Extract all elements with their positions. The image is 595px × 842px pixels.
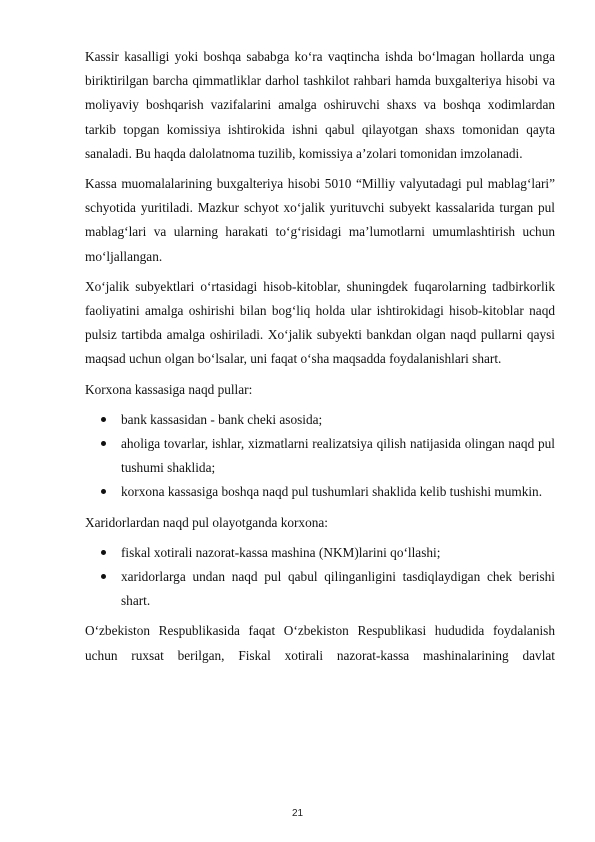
paragraph-cash-receipts-intro: Korxona kassasiga naqd pullar: <box>85 381 253 397</box>
list-item: bank kassasidan - bank cheki asosida; <box>85 408 555 432</box>
bullet-icon <box>101 574 106 579</box>
paragraph-noncash-settlements: Xo‘jalik subyektlari o‘rtasidagi hisob-kitoblar, shuningdek fuqarolarning tadbirkorlik faoliyatini amalga oshirishi bilan bog‘liq holda ular ishtirokidagi hisob-kitoblar naqd pulsiz tartibda amalga oshiriladi. Xo‘jalik subyekti bankdan olgan naqd pullarni qaysi maqsad uchun olgan bo‘lsalar, uni faqat o‘sha maqsadda foydalanishlari shart. <box>85 278 555 367</box>
paragraph-cash-accounting: Kassa muomalalarining buxgalteriya hisobi 5010 “Milliy valyutadagi pul mablag‘lari” schyotida yuritiladi. Mazkur schyot xo‘jalik yurituvchi subyekt kassalarida turgan pul mablag‘lari va ularning harakati to‘g‘risidagi ma’lumotlarni umumlashtirish uchun mo‘ljallangan. <box>85 176 555 264</box>
paragraph-fiscal-machines: O‘zbekiston Respublikasida faqat O‘zbekiston Respublikasi hududida foydalanish uchun ruxsat berilgan, Fiskal xotirali nazorat-kassa mashinalarining davlat <box>85 623 555 663</box>
paragraph-buyers-intro: Xaridorlardan naqd pul olayotganda korxona: <box>85 514 328 530</box>
bullet-icon <box>101 417 106 422</box>
list-item: korxona kassasiga boshqa naqd pul tushumlari shaklida kelib tushishi mumkin. <box>85 480 555 504</box>
page-number: 21 <box>291 808 304 819</box>
list-item: fiskal xotirali nazorat-kassa mashina (NKM)larini qo‘llashi; <box>85 541 555 565</box>
bullet-icon <box>101 489 106 494</box>
bullet-icon <box>101 550 106 555</box>
list-item: aholiga tovarlar, ishlar, xizmatlarni realizatsiya qilish natijasida olingan naqd pul tushumi shaklida; <box>85 432 555 480</box>
list-item: xaridorlarga undan naqd pul qabul qilinganligini tasdiqlaydigan chek berishi shart. <box>85 565 555 613</box>
page-body <box>85 45 555 674</box>
bullet-icon <box>101 441 106 446</box>
paragraph-cashier-absence: Kassir kasalligi yoki boshqa sababga ko‘ra vaqtincha ishda bo‘lmagan hollarda unga biriktirilgan barcha qimmatliklar darhol tashkilot rahbari hamda buxgalteriya hisobi va moliyaviy boshqarish vazifalarini amalga oshiruvchi shaxs va boshqa xodimlardan tarkib topgan komissiya ishtirokida ishni qabul qilayotgan shaxs tomonidan qayta sanaladi. Bu haqda dalolatnoma tuzilib, komissiya a’zolari tomonidan imzolanadi. <box>85 49 555 161</box>
cash-receipts-list <box>85 408 555 505</box>
buyer-obligations-list <box>85 541 555 614</box>
